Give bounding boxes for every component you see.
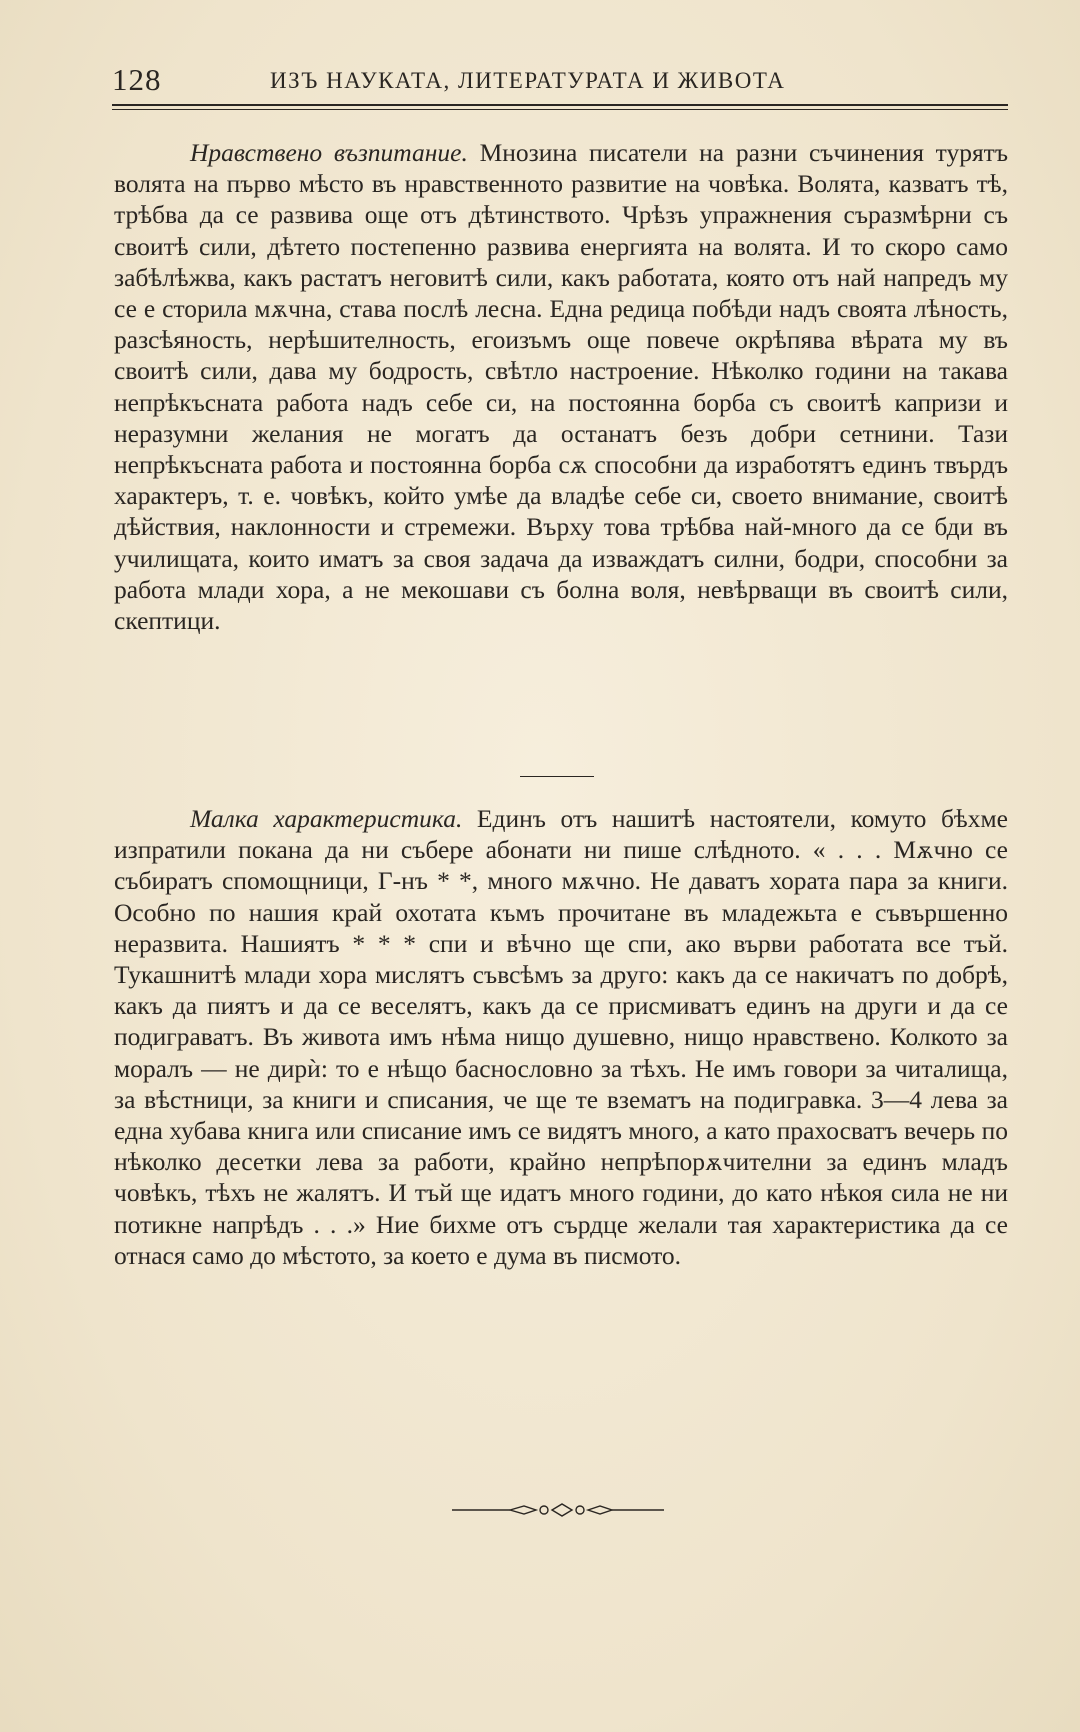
end-ornament (452, 1498, 664, 1522)
paragraph-body: Мнозина писатели на разни съчинения турятъ волята на първо мѣсто въ нравственното развитие на човѣка. Волята, казватъ тѣ, трѣбва да се развива още отъ дѣтинството. Чрѣзъ упражнения съразмѣрни съ своитѣ сили, дѣтето постепенно развива енергията на волята. И то скоро само забѣлѣжва, какъ растатъ неговитѣ сили, какъ работата, която отъ най напредъ му се е сторила мѫчна, става послѣ лесна. Една редица побѣди надъ своята лѣность, разсѣяность, нерѣшителность, егоизъмъ още повече окрѣпява вѣрата му въ своитѣ сили, дава му бодрость, свѣтло настроение. Нѣколко години на такава непрѣкъсната работа надъ себе си, на постоянна борба съ своитѣ капризи и неразумни желания не могатъ да останатъ безъ добри сетнини. Тази непрѣкъсната работа и постоянна борба сѫ способни да изработятъ единъ твърдъ характеръ, т. е. човѣкъ, който умѣе да владѣе себе си, своето внимание, своитѣ дѣйствия, наклонности и стремежи. Върху това трѣбва най-много да се бди въ училищата, които иматъ за своя задача да изваждатъ силни, бодри, способни за работа млади хора, а не мекошави съ болна воля, невѣрващи въ своитѣ сили, скептици. (114, 138, 1009, 636)
page-header (112, 62, 1008, 102)
section-moral-education (114, 137, 1008, 636)
running-title: ИЗЪ НАУКАТА, ЛИТЕРАТУРАТА И ЖИВОТА (270, 68, 786, 93)
paragraph (114, 137, 1008, 636)
header-rule-thick (112, 104, 1008, 106)
page-number: 128 (112, 62, 162, 97)
section-divider (520, 776, 594, 777)
paragraph-body: Единъ отъ нашитѣ настоятели, комуто бѣхме изпратили покана да ни събере абонати ни пише слѣдното. « . . . Мѫчно се събиратъ спомощници, Г-нъ * *, много мѫчно. Не даватъ хората пара за книги. Особно по нашия край охотата къмъ прочитане въ младежьта е съвършенно неразвита. Нашиятъ * * * спи и вѣчно ще спи, ако върви работата все тъй. Тукашнитѣ млади хора мислятъ съвсѣмъ за друго: какъ да се накичатъ по добрѣ, какъ да пиятъ и да се веселятъ, какъ да се присмиватъ единъ на други и да се подиграватъ. Въ живота имъ нѣма нищо душевно, нищо нравствено. Колкото за моралъ — не дирѝ: то е нѣщо баснословно за тѣхъ. Не имъ говори за читалища, за вѣстници, за книги и списания, че ще те взематъ на подигравка. 3—4 лева за една хубава книга или списание имъ се видятъ много, а като прахосватъ вечерь по нѣколко десетки лева за работи, крайно непрѣпорѫчителни за единъ младъ човѣкъ, тѣхъ не жалятъ. И тъй ще идатъ много години, до като нѣкоя сила не ни потикне напрѣдъ . . .» Ние бихме отъ сърдце желали тая характеристика да се отнася само до мѣстото, за което е дума въ писмото. (114, 804, 1008, 1270)
paragraph (114, 803, 1008, 1271)
header-rule-thin (112, 109, 1008, 110)
section-small-characteristic (114, 803, 1008, 1271)
section-heading: Нравствено възпитание. (190, 138, 468, 167)
section-heading: Малка характеристика. (190, 804, 463, 833)
